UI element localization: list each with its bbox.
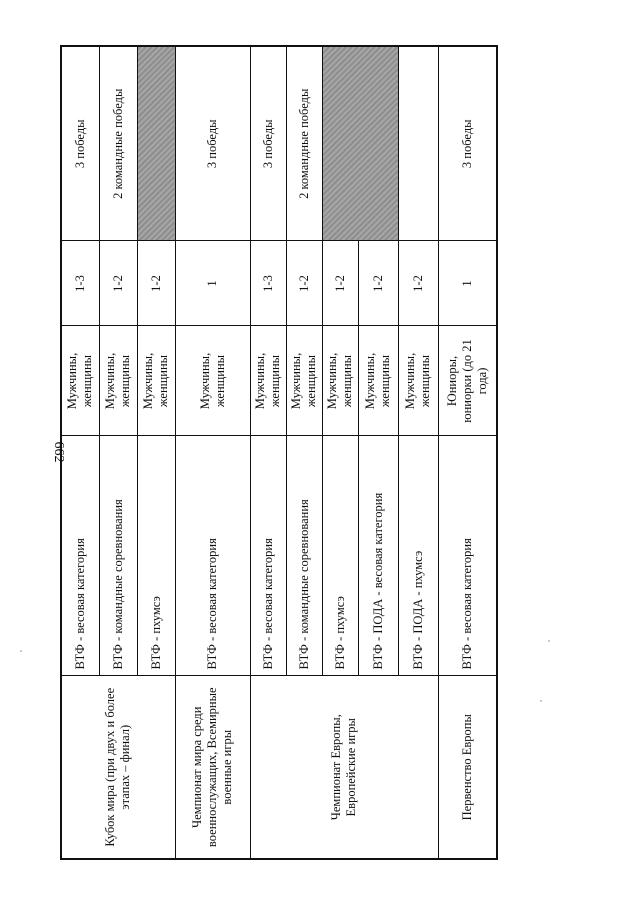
places-cell: 1-3 (61, 241, 99, 326)
result-cell (398, 46, 438, 241)
age-group-cell: Мужчины, женщины (322, 326, 358, 436)
table-row (61, 46, 99, 859)
places-cell: 1-2 (398, 241, 438, 326)
places-cell: 1-2 (137, 241, 175, 326)
table-row (175, 46, 250, 859)
discipline-cell: ВТФ - весовая категория (438, 436, 497, 676)
result-cell: 2 командные победы (99, 46, 137, 241)
age-group-cell: Мужчины, женщины (99, 326, 137, 436)
places-cell: 1 (175, 241, 250, 326)
places-cell: 1-2 (322, 241, 358, 326)
places-cell: 1-2 (99, 241, 137, 326)
scan-speck (540, 700, 542, 702)
places-cell: 1-3 (250, 241, 286, 326)
discipline-cell: ВТФ - ПОДА - весовая категория (358, 436, 398, 676)
scan-speck (20, 650, 22, 652)
age-group-cell: Мужчины, женщины (61, 326, 99, 436)
discipline-cell: ВТФ - ПОДА - пхумсэ (398, 436, 438, 676)
event-cell: Чемпионат мира среди военнослужащих, Всемирные военные игры (175, 676, 250, 859)
shaded-empty-cell (322, 46, 398, 241)
event-cell: Чемпионат Европы, Европейские игры (250, 676, 438, 859)
table-row (250, 46, 286, 859)
places-cell: 1-2 (358, 241, 398, 326)
page-number: 662 (51, 441, 66, 463)
discipline-cell: ВТФ - пхумсэ (322, 436, 358, 676)
age-group-cell: Мужчины, женщины (286, 326, 322, 436)
scan-speck (548, 640, 550, 642)
age-group-cell: Мужчины, женщины (137, 326, 175, 436)
age-group-cell: Мужчины, женщины (358, 326, 398, 436)
discipline-cell: ВТФ - командные соревнования (286, 436, 322, 676)
age-group-cell: Мужчины, женщины (398, 326, 438, 436)
result-cell: 3 победы (438, 46, 497, 241)
discipline-cell: ВТФ - пхумсэ (137, 436, 175, 676)
places-cell: 1-2 (286, 241, 322, 326)
sports-ranking-table (60, 45, 498, 860)
shaded-empty-cell (137, 46, 175, 241)
result-cell: 3 победы (175, 46, 250, 241)
discipline-cell: ВТФ - командные соревнования (99, 436, 137, 676)
result-cell: 3 победы (61, 46, 99, 241)
age-group-cell: Юниоры, юниорки (до 21 года) (438, 326, 497, 436)
result-cell: 2 командные победы (286, 46, 322, 241)
age-group-cell: Мужчины, женщины (250, 326, 286, 436)
age-group-cell: Мужчины, женщины (175, 326, 250, 436)
discipline-cell: ВТФ - весовая категория (175, 436, 250, 676)
event-cell: Кубок мира (при двух и более этапах – финал) (61, 676, 175, 859)
result-cell: 3 победы (250, 46, 286, 241)
discipline-cell: ВТФ - весовая категория (61, 436, 99, 676)
places-cell: 1 (438, 241, 497, 326)
table-row (438, 46, 497, 859)
rotated-table-container (60, 47, 489, 860)
discipline-cell: ВТФ - весовая категория (250, 436, 286, 676)
event-cell: Первенство Европы (438, 676, 497, 859)
